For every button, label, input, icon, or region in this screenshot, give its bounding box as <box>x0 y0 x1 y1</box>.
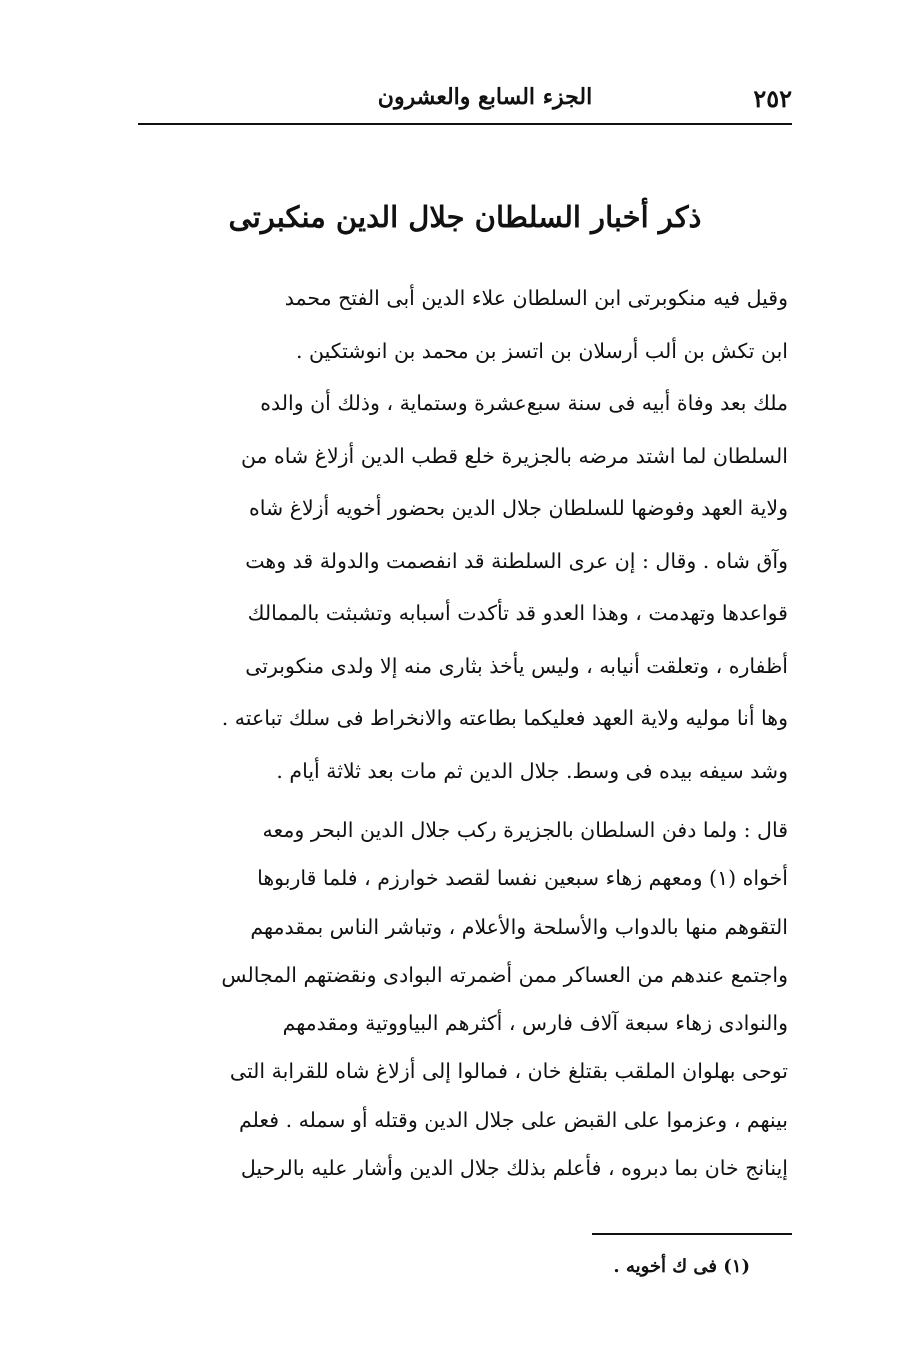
text-line: أظفاره ، وتعلقت أنيابه ، وليس يأخذ بثارى منه إلا ولدى منكوبرتى <box>245 653 788 678</box>
text-line: قواعدها وتهدمت ، وهذا العدو قد تأكدت أسبابه وتشبثت بالممالك <box>247 601 788 625</box>
text-line: وها أنا موليه ولاية العهد فعليكما بطاعته والانخراط فى سلك تباعته . <box>221 706 788 730</box>
text-line: بينهم ، وعزموا على القبض على جلال الدين وقتله أو سمله . فعلم <box>238 1107 788 1132</box>
header-rule <box>138 123 792 125</box>
text-line: السلطان لما اشتد مرضه بالجزيرة خلع قطب الدين أزلاغ شاه من <box>240 443 788 468</box>
paragraph-1 <box>140 272 788 797</box>
text-line: والنوادى زهاء سبعة آلاف فارس ، أكثرهم البياووتية ومقدمهم <box>282 1011 788 1036</box>
footnote: (١) فى ك أخويه . <box>613 1256 750 1277</box>
paragraph-2 <box>140 806 788 1192</box>
text-line: واجتمع عندهم من العساكر ممن أضمرته البوادى ونقضتهم المجالس <box>221 962 788 987</box>
running-header <box>138 82 792 122</box>
text-line: ولاية العهد وفوضها للسلطان جلال الدين بحضور أخويه أزلاغ شاه <box>249 496 788 520</box>
text-line: ملك بعد وفاة أبيه فى سنة سبع‌عشرة وستماية ، وذلك أن والده <box>260 391 788 415</box>
text-line: وشد سيفه بيده فى وسط. جلال الدين ثم مات بعد ثلاثة أيام . <box>276 758 788 783</box>
text-line: قال : ولما دفن السلطان بالجزيرة ركب جلال الدين البحر ومعه <box>262 818 788 842</box>
text-line: وقيل فيه منكوبرتى ابن السلطان علاء الدين أبى الفتح محمد <box>284 286 788 310</box>
footnote-rule <box>592 1233 792 1235</box>
text-line: أخواه (١) ومعهم زهاء سبعين نفسا لقصد خوارزم ، فلما قاربوها <box>257 866 788 891</box>
text-line: ابن تكش بن ألب أرسلان بن اتسز بن محمد بن انوشتكين . <box>295 338 788 363</box>
text-line: التقوهم منها بالدواب والأسلحة والأعلام ، وتباشر الناس بمقدمهم <box>250 914 788 939</box>
chapter-heading: ذكر أخبار السلطان جلال الدين منكبرتى <box>228 200 702 234</box>
running-header-title: الجزء السابع والعشرون <box>377 84 593 110</box>
text-line: إينانج خان بما دبروه ، فأعلم بذلك جلال الدين وأشار عليه بالرحيل <box>240 1156 788 1181</box>
text-line: توحى بهلوان الملقب بقتلغ خان ، فمالوا إلى أزلاغ شاه للقرابة التى <box>229 1059 788 1084</box>
page-number: ٢٥٢ <box>753 84 792 113</box>
text-line: وآق شاه . وقال : إن عرى السلطنة قد انفصمت والدولة قد وهت <box>245 548 788 573</box>
